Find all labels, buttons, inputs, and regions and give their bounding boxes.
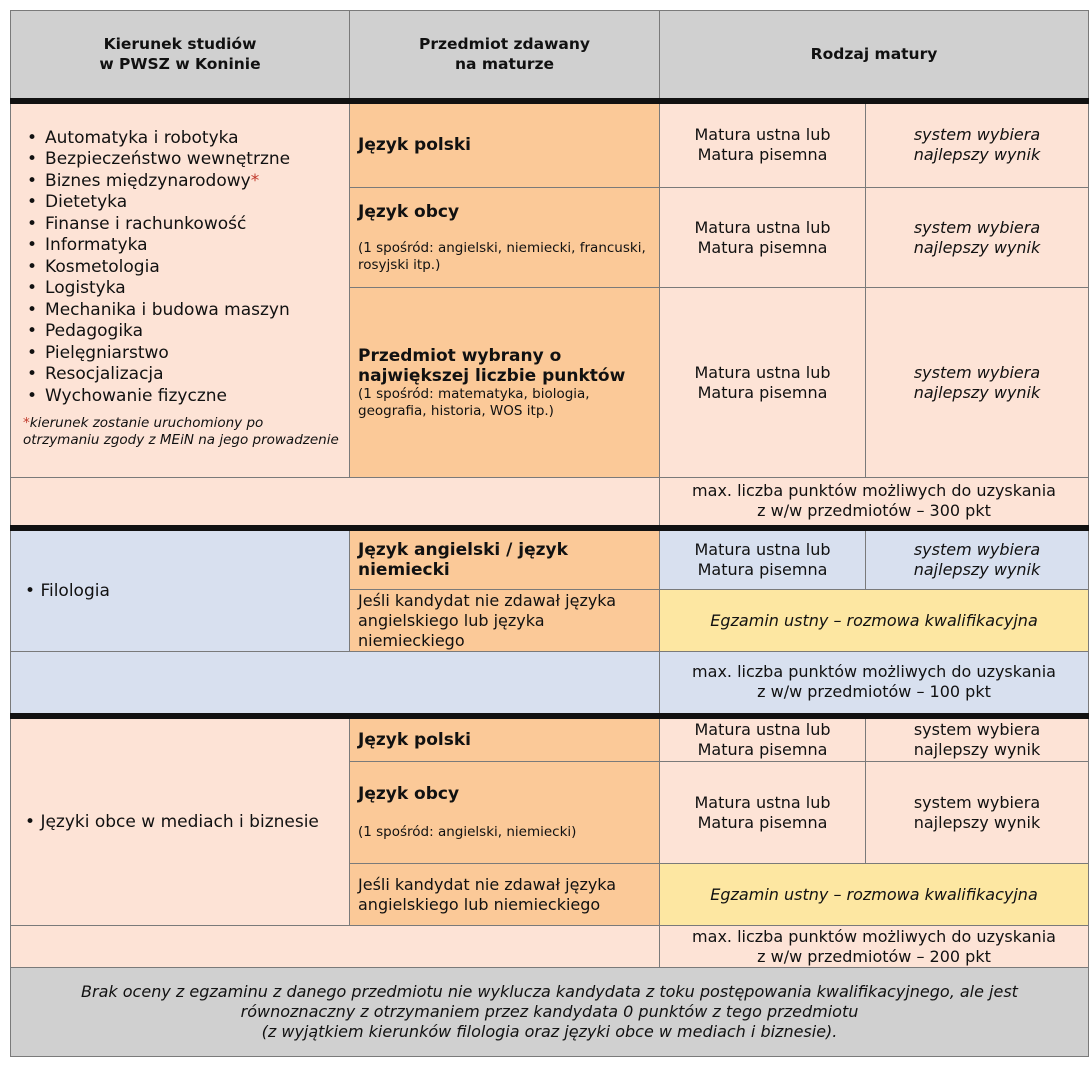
s2-max-row bbox=[11, 652, 1089, 716]
s2-direction: • Filologia bbox=[11, 528, 350, 652]
s1-direction-list bbox=[21, 128, 341, 408]
list-item: • Resocjalizacja bbox=[27, 364, 341, 386]
list-item: • Wychowanie fizyczne bbox=[27, 386, 341, 408]
s3-matura-type-1: Matura ustna lub Matura pisemna bbox=[660, 716, 866, 762]
s3-subject-polish: Język polski bbox=[350, 716, 660, 762]
list-item: • Biznes międzynarodowy* bbox=[27, 171, 341, 193]
s3-no-exam-condition: Jeśli kandydat nie zdawał języka angielskiego lub niemieckiego bbox=[350, 864, 660, 926]
header-subject: Przedmiot zdawany na maturze bbox=[350, 11, 660, 101]
list-item: • Pielęgniarstwo bbox=[27, 343, 341, 365]
s3-matura-type-2: Matura ustna lub Matura pisemna bbox=[660, 762, 866, 864]
s3-system-1: system wybiera najlepszy wynik bbox=[866, 716, 1089, 762]
admission-table bbox=[10, 10, 1089, 1057]
s2-max-points: max. liczba punktów możliwych do uzyskania z w/w przedmiotów – 100 pkt bbox=[660, 652, 1089, 716]
list-item: • Kosmetologia bbox=[27, 257, 341, 279]
s1-system-3: system wybiera najlepszy wynik bbox=[866, 288, 1089, 478]
s2-no-exam-condition: Jeśli kandydat nie zdawał języka angielskiego lub języka niemieckiego bbox=[350, 590, 660, 652]
footer-note: Brak oceny z egzaminu z danego przedmiotu nie wyklucza kandydata z toku postępowania kwalifikacyjnego, ale jest równoznaczny z otrzymaniem przez kandydata 0 punktów z tego przedmiotu (z wyjątkiem kierunków filologia oraz języki obce w mediach i biznesie). bbox=[11, 968, 1089, 1057]
s3-max-points: max. liczba punktów możliwych do uzyskania z w/w przedmiotów – 200 pkt bbox=[660, 926, 1089, 968]
list-item: • Mechanika i budowa maszyn bbox=[27, 300, 341, 322]
list-item: • Logistyka bbox=[27, 278, 341, 300]
asterisk-mark: * bbox=[250, 170, 260, 191]
s2-subject-lang: Język angielski / język niemiecki bbox=[350, 528, 660, 590]
s3-max-row bbox=[11, 926, 1089, 968]
s2-matura-type: Matura ustna lub Matura pisemna bbox=[660, 528, 866, 590]
s1-system-1: system wybiera najlepszy wynik bbox=[866, 101, 1089, 188]
s1-row-polish bbox=[11, 101, 1089, 188]
s3-oral-exam: Egzamin ustny – rozmowa kwalifikacyjna bbox=[660, 864, 1089, 926]
s1-directions-cell bbox=[11, 101, 350, 478]
s3-direction: • Języki obce w mediach i biznesie bbox=[11, 716, 350, 926]
s2-row-lang bbox=[11, 528, 1089, 590]
header-direction: Kierunek studiów w PWSZ w Koninie bbox=[11, 11, 350, 101]
s3-subject-foreign: Język obcy (1 spośród: angielski, niemiecki) bbox=[350, 762, 660, 864]
s1-matura-type-3: Matura ustna lub Matura pisemna bbox=[660, 288, 866, 478]
s3-row-polish bbox=[11, 716, 1089, 762]
list-item: • Dietetyka bbox=[27, 192, 341, 214]
s1-matura-type-2: Matura ustna lub Matura pisemna bbox=[660, 188, 866, 288]
s1-footnote: *kierunek zostanie uruchomiony po otrzymaniu zgody z MEiN na jego prowadzenie bbox=[23, 415, 339, 448]
s1-max-points: max. liczba punktów możliwych do uzyskania z w/w przedmiotów – 300 pkt bbox=[660, 478, 1089, 528]
list-item: • Pedagogika bbox=[27, 321, 341, 343]
list-item: • Automatyka i robotyka bbox=[27, 128, 341, 150]
s1-subject-foreign: Język obcy (1 spośród: angielski, niemiecki, francuski, rosyjski itp.) bbox=[350, 188, 660, 288]
list-item: • Finanse i rachunkowość bbox=[27, 214, 341, 236]
s1-system-2: system wybiera najlepszy wynik bbox=[866, 188, 1089, 288]
s2-system: system wybiera najlepszy wynik bbox=[866, 528, 1089, 590]
header-exam-type: Rodzaj matury bbox=[660, 11, 1089, 101]
s3-system-2: system wybiera najlepszy wynik bbox=[866, 762, 1089, 864]
footer-row bbox=[11, 968, 1089, 1057]
list-item: • Bezpieczeństwo wewnętrzne bbox=[27, 149, 341, 171]
list-item: • Informatyka bbox=[27, 235, 341, 257]
s1-subject-polish: Język polski bbox=[350, 101, 660, 188]
s1-subject-chosen: Przedmiot wybrany o największej liczbie punktów (1 spośród: matematyka, biologia, geografia, historia, WOS itp.) bbox=[350, 288, 660, 478]
s2-oral-exam: Egzamin ustny – rozmowa kwalifikacyjna bbox=[660, 590, 1089, 652]
s1-matura-type-1: Matura ustna lub Matura pisemna bbox=[660, 101, 866, 188]
s1-max-row bbox=[11, 478, 1089, 528]
table-header-row bbox=[11, 11, 1089, 101]
